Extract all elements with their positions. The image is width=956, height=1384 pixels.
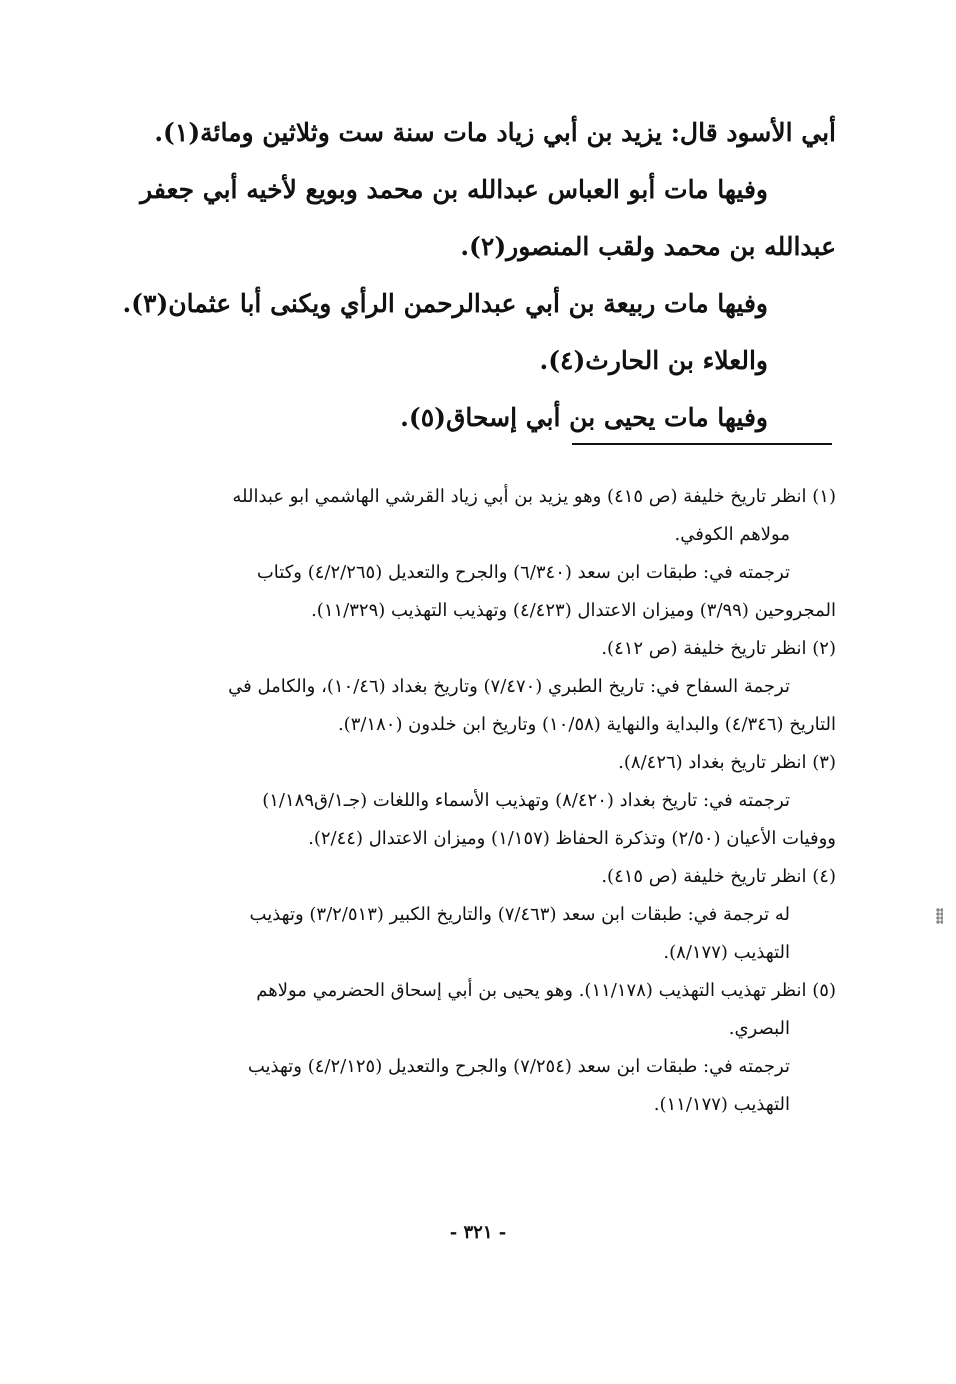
footnote-line: ترجمة السفاح في: تاريخ الطبري (٧/٤٧٠) وتاريخ بغداد (١٠/٤٦)، والكامل في <box>228 676 790 697</box>
main-line-3: عبدالله بن محمد ولقب المنصور(٢). <box>460 232 836 261</box>
footnote-line: البصري. <box>728 1018 790 1039</box>
footnote-line: (١) انظر تاريخ خليفة (ص ٤١٥) وهو يزيد بن أبي زياد القرشي الهاشمي ابو عبدالله <box>232 486 836 507</box>
footnote-line: التاريخ (٤/٣٤٦) والبداية والنهاية (١٠/٥٨) وتاريخ ابن خلدون (٣/١٨٠). <box>337 714 836 735</box>
footnote-separator <box>572 443 832 445</box>
footnote-line: التهذيب (١١/١٧٧). <box>653 1094 790 1115</box>
footnote-line: المجروحين (٣/٩٩) وميزان الاعتدال (٤/٤٢٣) وتهذيب التهذيب (١١/٣٢٩). <box>311 600 836 621</box>
footnote-line: ترجمته في: طبقات ابن سعد (٧/٢٥٤) والجرح والتعديل (٤/٢/١٢٥) وتهذيب <box>247 1056 790 1077</box>
footnote-line: مولاهم الكوفي. <box>674 524 790 545</box>
footnote-line: (٥) انظر تهذيب التهذيب (١١/١٧٨). وهو يحيى بن أبي إسحاق الحضرمي مولاهم <box>256 980 836 1001</box>
main-line-6: وفيها مات يحيى بن أبي إسحاق(٥). <box>400 403 768 432</box>
main-line-4: وفيها مات ربيعة بن أبي عبدالرحمن الرأي ويكنى أبا عثمان(٣). <box>122 289 768 318</box>
footnote-line: ووفيات الأعيان (٢/٥٠) وتذكرة الحفاظ (١/١٥٧) وميزان الاعتدال (٢/٤٤). <box>308 828 836 849</box>
main-line-1: أبي الأسود قال: يزيد بن أبي زياد مات سنة ست وثلاثين ومائة(١). <box>154 118 836 147</box>
footnote-line: (٤) انظر تاريخ خليفة (ص ٤١٥). <box>601 866 836 887</box>
main-text-block <box>120 104 836 446</box>
footnote-line: (٣) انظر تاريخ بغداد (٨/٤٢٦). <box>618 752 836 773</box>
main-line-5: والعلاء بن الحارث(٤). <box>539 346 768 375</box>
footnote-line: (٢) انظر تاريخ خليفة (ص ٤١٢). <box>601 638 836 659</box>
scan-speck <box>936 908 943 924</box>
footnote-line: ترجمته في: طبقات ابن سعد (٦/٣٤٠) والجرح والتعديل (٤/٢/٢٦٥) وكتاب <box>256 562 790 583</box>
page-number: - ٣٢١ - <box>449 1222 507 1243</box>
footnotes-block <box>130 478 836 1124</box>
footnote-line: له ترجمة في: طبقات ابن سعد (٧/٤٦٣) والتاريخ الكبير (٣/٢/٥١٣) وتهذيب <box>249 904 790 925</box>
footnote-line: ترجمته في: تاريخ بغداد (٨/٤٢٠) وتهذيب الأسماء واللغات (جـ١/ق١/١٨٩) <box>262 790 790 811</box>
footnote-line: التهذيب (٨/١٧٧). <box>663 942 790 963</box>
main-line-2: وفيها مات أبو العباس عبدالله بن محمد وبويع لأخيه أبي جعفر <box>140 175 768 204</box>
